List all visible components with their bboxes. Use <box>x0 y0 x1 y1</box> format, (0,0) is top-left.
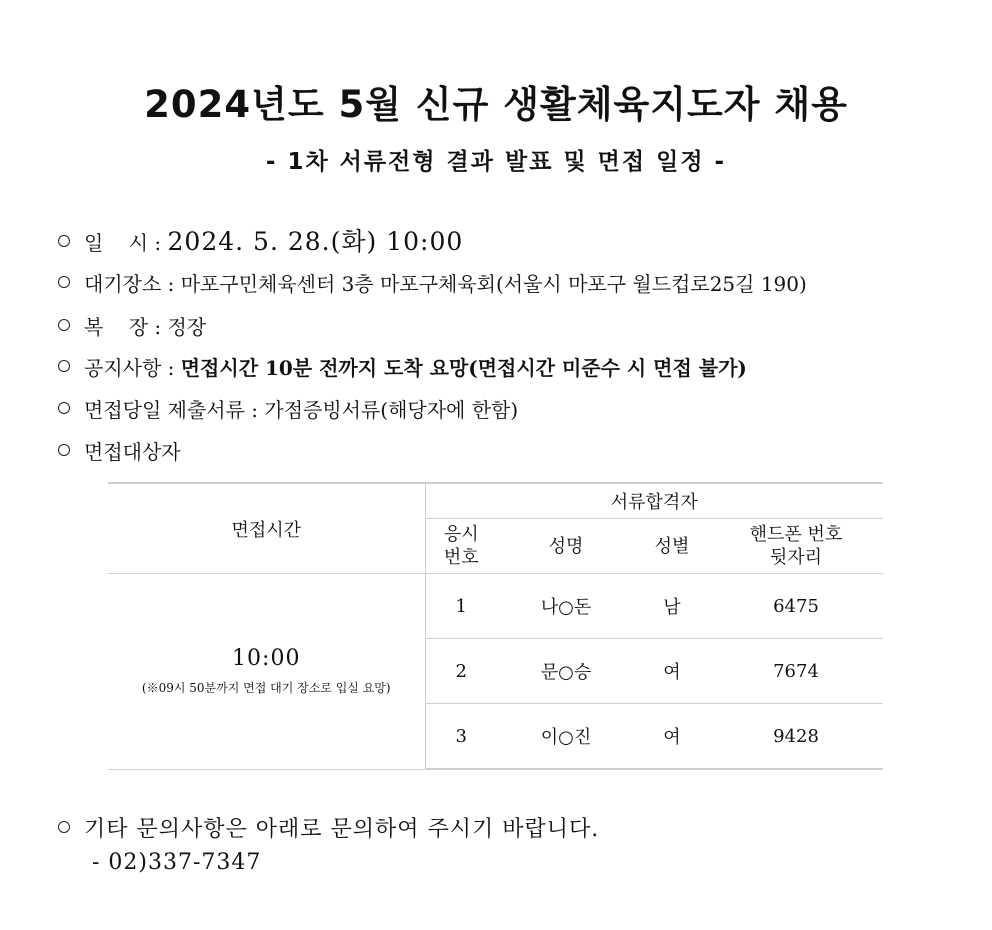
row-name: 이○진 <box>497 704 635 770</box>
notice-value: 면접시간 10분 전까지 도착 요망(면접시간 미준수 시 면접 불가) <box>180 356 747 380</box>
date-line <box>58 222 463 258</box>
circle-bullet-icon <box>58 402 70 414</box>
contact-phone: - 02)337-7347 <box>92 850 262 875</box>
dress-code-value: 정장 <box>167 315 207 339</box>
header-passed-applicants: 서류합격자 <box>425 483 883 519</box>
row-name: 나○돈 <box>497 574 635 639</box>
documents-label: 면접당일 제출서류 : <box>84 398 265 422</box>
row-phone-suffix: 6475 <box>709 574 883 639</box>
documents-value: 가점증빙서류(해당자에 한함) <box>264 398 519 422</box>
notice-line <box>58 352 747 381</box>
circle-bullet-icon <box>58 319 70 331</box>
circle-bullet-icon <box>58 444 70 456</box>
row-gender: 여 <box>635 704 709 770</box>
targets-line <box>58 436 181 465</box>
circle-bullet-icon <box>58 235 70 247</box>
header-name: 성명 <box>497 519 635 574</box>
interview-time-cell <box>108 574 425 770</box>
interview-time-note: (※09시 50분까지 면접 대기 장소로 입실 요망) <box>141 681 391 696</box>
row-gender: 남 <box>635 574 709 639</box>
row-exam-number: 3 <box>425 704 497 770</box>
row-exam-number: 1 <box>425 574 497 639</box>
circle-bullet-icon <box>58 821 70 833</box>
page-subtitle: - 1차 서류전형 결과 발표 및 면접 일정 - <box>265 149 727 175</box>
header-phone-suffix: 핸드폰 번호 뒷자리 <box>709 519 883 574</box>
notice-label: 공지사항 : <box>84 356 181 380</box>
table-header-row <box>108 483 883 519</box>
inquiry-line <box>58 812 599 843</box>
circle-bullet-icon <box>58 276 70 288</box>
waiting-place-value: 마포구민체육센터 3층 마포구체육회(서울시 마포구 월드컵로25길 190) <box>180 272 807 296</box>
circle-bullet-icon <box>58 360 70 372</box>
documents-line <box>58 394 518 423</box>
waiting-place-line <box>58 268 807 297</box>
interview-time-value: 10:00 <box>232 646 301 672</box>
table-row <box>108 574 883 639</box>
waiting-place-label: 대기장소 : <box>84 272 181 296</box>
date-value: 2024. 5. 28.(화) 10:00 <box>167 227 464 256</box>
header-exam-number: 응시 번호 <box>425 519 497 574</box>
dress-code-label: 복 장 : <box>84 315 168 339</box>
header-gender: 성별 <box>635 519 709 574</box>
row-phone-suffix: 9428 <box>709 704 883 770</box>
row-phone-suffix: 7674 <box>709 639 883 704</box>
inquiry-text: 기타 문의사항은 아래로 문의하여 주시기 바랍니다. <box>84 817 600 842</box>
row-gender: 여 <box>635 639 709 704</box>
date-label: 일 시 : <box>84 231 168 255</box>
targets-label: 면접대상자 <box>84 440 181 464</box>
header-interview-time: 면접시간 <box>108 483 425 574</box>
page-title: 2024년도 5월 신규 생활체육지도자 채용 <box>144 83 848 126</box>
row-exam-number: 2 <box>425 639 497 704</box>
row-name: 문○승 <box>497 639 635 704</box>
dress-code-line <box>58 311 206 340</box>
interview-schedule-table <box>108 482 883 770</box>
